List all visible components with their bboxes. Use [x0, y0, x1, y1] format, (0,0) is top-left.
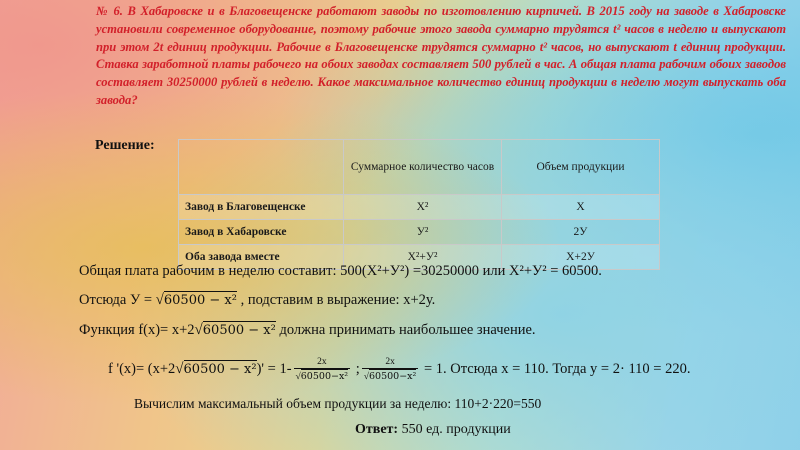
answer-value: 550 ед. продукции: [398, 422, 511, 437]
table-header-cell: Объем продукции: [502, 140, 660, 195]
function-line: [79, 321, 536, 339]
table-header-cell: Суммарное количество часов: [344, 140, 502, 195]
fraction: [362, 356, 419, 383]
text-segment: = 1. Отсюда х = 110. Тогда у = 2· 110 = 220.: [420, 360, 691, 377]
table-cell: Х: [502, 195, 660, 220]
table-row: [179, 220, 660, 245]
solution-label: Решение:: [95, 138, 155, 153]
fraction: [294, 356, 351, 383]
table-cell: Завод в Хабаровске: [179, 220, 344, 245]
sqrt-icon: √: [155, 292, 164, 308]
table-cell: У²: [344, 220, 502, 245]
text-segment: )' = 1-: [256, 360, 292, 377]
answer-label: Ответ:: [355, 422, 399, 437]
derivative-line: [108, 356, 690, 383]
table-cell: Х²+У²: [344, 245, 502, 270]
radicand: 60500 − x²: [183, 361, 257, 377]
sqrt-icon: √: [175, 360, 184, 377]
radicand: 60500 − x²: [202, 323, 276, 338]
text-segment: ;: [352, 360, 360, 377]
data-table: [178, 139, 660, 270]
radicand: 60500 − x²: [163, 293, 237, 308]
radicand: 60500−x²: [300, 371, 349, 382]
max-output-line: Вычислим максимальный объем продукции за неделю: 110+2·220=550: [134, 396, 542, 411]
text-segment: , подставим в выражение: х+2у.: [236, 292, 436, 308]
table-cell: Х²: [344, 195, 502, 220]
table-header-cell: [179, 140, 344, 195]
fraction-denominator: √60500−x²: [363, 371, 417, 382]
text-segment: должна принимать наибольшее значение.: [275, 322, 536, 338]
table-cell: Оба завода вместе: [179, 245, 344, 270]
table-cell: 2У: [502, 220, 660, 245]
text-segment: Отсюда У =: [79, 292, 156, 308]
fraction-denominator: √60500−x²: [295, 371, 349, 382]
table-header-row: [179, 140, 660, 195]
answer-line: [355, 422, 511, 438]
table-cell: Завод в Благовещенске: [179, 195, 344, 220]
fraction-numerator: 2x: [362, 356, 419, 369]
problem-statement: № 6. В Хабаровске и в Благовещенске работают заводы по изготовлению кирпичей. В 2015 году на заводе в Хабаровске установили современное оборудование, поэтому рабочие этого завода суммарно трудятся t² часов в неделю и выпускают при этом 2t единиц продукции. Рабочие в Благовещенске трудятся суммарно t² часов, но выпускают t единиц продукции. Ставка заработной платы рабочего на обоих заводах составляет 500 рублей в час. А общая плата рабочим обоих заводов составляет 30250000 рублей в неделю. Какое максимальное количество единиц продукции в неделю могут выпускать оба завода?: [96, 4, 786, 107]
sqrt-icon: √: [194, 322, 203, 338]
table-row: [179, 195, 660, 220]
y-expression-line: [79, 291, 435, 309]
text-segment: f '(x)= (x+2: [108, 360, 176, 377]
total-pay-line: Общая плата рабочим в неделю составит: 500(Х²+У²) =30250000 или Х²+У² = 60500.: [79, 263, 602, 279]
fraction-numerator: 2x: [294, 356, 351, 369]
text-segment: Функция f(x)= x+2: [79, 322, 195, 338]
table-cell: Х+2У: [502, 245, 660, 270]
radicand: 60500−x²: [369, 371, 417, 382]
